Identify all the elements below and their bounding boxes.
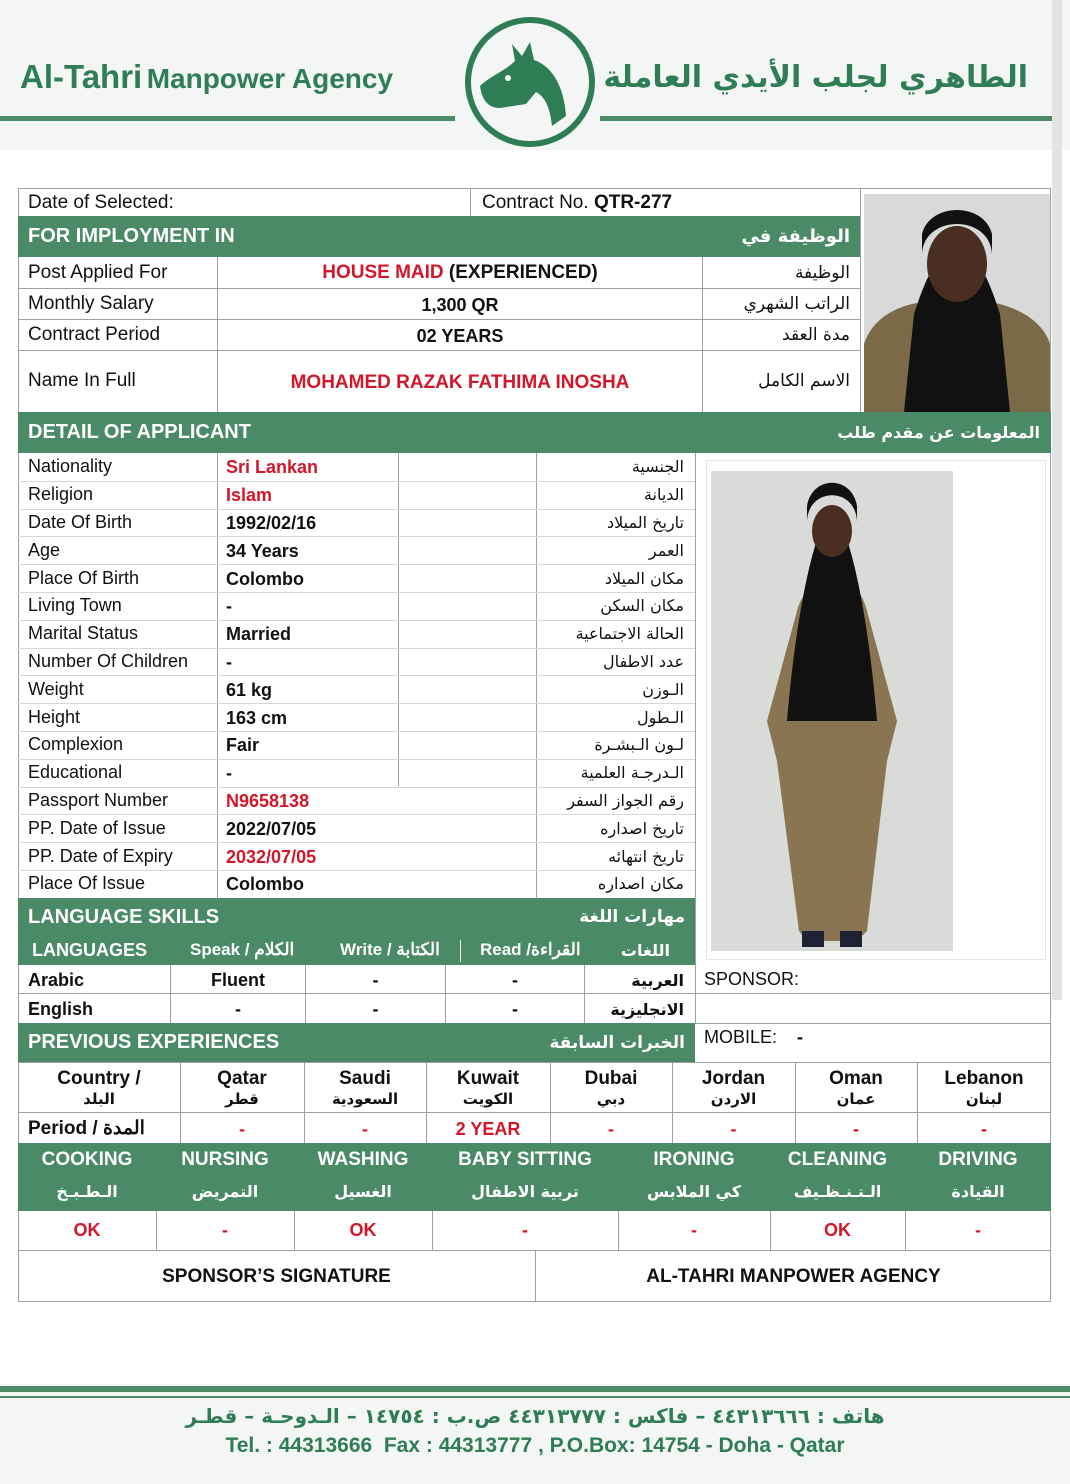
skill-value: OK	[349, 1220, 377, 1240]
country-name-ar: السعودية	[331, 1090, 399, 1109]
salary-label-ar: الراتب الشهري	[743, 293, 850, 314]
country-name-ar: الكويت	[462, 1090, 514, 1109]
employment-section-title-ar: الوظيفة في	[741, 226, 850, 247]
country-period: -	[853, 1118, 859, 1139]
applicant-label: PP. Date of Expiry	[28, 845, 173, 866]
applicant-label: Age	[28, 539, 61, 560]
skill-value: OK	[73, 1220, 101, 1240]
language-speak: -	[235, 998, 241, 1019]
contract-period-label-ar: مدة العقد	[782, 324, 850, 345]
sponsor-label: SPONSOR:	[704, 968, 800, 989]
country-name-en: Dubai	[584, 1067, 638, 1089]
skill-name-en: CLEANING	[787, 1149, 888, 1170]
country-period: -	[362, 1118, 368, 1139]
language-write: -	[372, 969, 379, 990]
agency-signature: AL-TAHRI MANPOWER AGENCY	[646, 1265, 941, 1287]
applicant-value: Colombo	[226, 568, 304, 589]
applicant-label-ar: تاريخ الميلاد	[607, 512, 684, 532]
contract-period-value: 02 YEARS	[416, 326, 504, 346]
experience-country	[672, 1064, 795, 1112]
skill-value: -	[691, 1220, 697, 1240]
experience-section-title-ar: الخبرات السابقة	[549, 1032, 685, 1053]
country-name-ar: قطر	[225, 1090, 259, 1109]
language-write: -	[372, 998, 379, 1019]
horse-logo-icon	[460, 16, 600, 148]
lang-header-languages-ar: اللغات	[620, 940, 670, 960]
country-period: -	[239, 1118, 245, 1139]
applicant-value: Islam	[226, 485, 273, 506]
lang-header-read: Read /القراءة	[480, 940, 581, 959]
applicant-label-ar: رقم الجواز السفر	[567, 790, 684, 810]
applicant-label: Religion	[28, 484, 94, 505]
applicant-label: Complexion	[28, 734, 124, 755]
language-section-title: LANGUAGE SKILLS	[28, 905, 220, 928]
applicant-label-ar: الحالة الاجتماعية	[575, 624, 684, 644]
contract-label: Contract No.	[482, 192, 589, 213]
applicant-label: Date Of Birth	[28, 511, 133, 532]
post-label-ar: الوظيفة	[794, 262, 850, 283]
contract-period-label: Contract Period	[28, 323, 161, 345]
applicant-label: Marital Status	[28, 623, 139, 644]
skill-name-en: IRONING	[653, 1149, 735, 1170]
applicant-value: 163 cm	[226, 707, 288, 728]
country-name-ar: لبنان	[965, 1090, 1003, 1109]
applicant-value: 1992/02/16	[226, 512, 317, 533]
mobile-field	[704, 1023, 803, 1051]
experience-country	[917, 1064, 1051, 1112]
applicant-section-title: DETAIL OF APPLICANT	[28, 421, 251, 443]
date-of-selected	[28, 190, 174, 216]
skill-name-ar: التمريض	[191, 1181, 259, 1201]
applicant-label-ar: مكان السكن	[600, 596, 684, 616]
applicant-portrait-photo	[864, 194, 1050, 412]
applicant-label: Educational	[28, 762, 123, 783]
post-value-red: HOUSE MAID	[322, 261, 444, 283]
footer-arabic: هاتف : ٤٤٣١٣٦٦٦ – فاكس : ٤٤٣١٣٧٧٧ ص.ب : ١٤٧٥٤ – الـدوحـة – قطـر	[185, 1404, 885, 1428]
country-period: -	[608, 1118, 614, 1139]
footer-english: Tel. : 44313666 Fax : 44313777 , P.O.Box: 14754 - Doha - Qatar	[225, 1434, 845, 1457]
full-name-label: Name In Full	[28, 370, 136, 391]
applicant-label: Passport Number	[28, 789, 169, 810]
lang-header-speak: Speak / الكلام	[190, 940, 295, 959]
country-name-en: Oman	[829, 1067, 883, 1089]
experience-country	[180, 1064, 304, 1112]
skill-name-ar: الـتـنـظـيف	[793, 1181, 882, 1201]
applicant-label-ar: الـدرجـة العلمية	[580, 763, 684, 783]
country-header	[18, 1064, 180, 1112]
applicant-value: N9658138	[226, 790, 310, 811]
header-title-part1: Al-Tahri	[20, 58, 143, 95]
sponsor-signature: SPONSOR’S SIGNATURE	[162, 1265, 391, 1287]
full-body-illustration	[707, 461, 1046, 960]
country-name-en: Qatar	[217, 1067, 267, 1089]
skill-name-ar: الغسيل	[334, 1181, 392, 1201]
salary-value: 1,300 QR	[421, 295, 499, 315]
row-divider	[18, 536, 695, 537]
country-period: -	[981, 1118, 987, 1139]
skill-value: OK	[824, 1220, 851, 1240]
applicant-full-photo	[706, 460, 1046, 960]
applicant-value: 61 kg	[226, 679, 273, 700]
experience-country	[795, 1064, 917, 1112]
row-divider	[18, 703, 695, 704]
header	[0, 0, 1070, 150]
post-value-black: (EXPERIENCED)	[443, 261, 598, 283]
applicant-value: -	[226, 596, 232, 617]
country-name-en: Saudi	[339, 1067, 391, 1089]
lang-header-write: Write / الكتابة	[340, 940, 440, 959]
applicant-label: Living Town	[28, 595, 122, 616]
country-period: -	[730, 1118, 737, 1139]
full-name-label-ar: الاسم الكامل	[758, 371, 850, 391]
language-name: English	[28, 998, 94, 1019]
experience-section-title: PREVIOUS EXPERIENCES	[28, 1031, 280, 1053]
country-period: 2 YEAR	[455, 1118, 521, 1139]
contract-number	[482, 190, 672, 216]
skill-value: -	[975, 1220, 981, 1240]
post-value	[218, 257, 702, 288]
country-name-en: Lebanon	[944, 1067, 1024, 1089]
skill-name-en: NURSING	[181, 1149, 269, 1170]
skill-name-en: WASHING	[317, 1149, 409, 1170]
applicant-label-ar: الـطول	[636, 707, 684, 727]
applicant-label-ar: تاريخ انتهائه	[608, 846, 684, 866]
header-line-right	[600, 116, 1055, 121]
post-label: Post Applied For	[28, 261, 168, 283]
applicant-label: Number Of Children	[28, 650, 189, 671]
applicant-value: 2022/07/05	[226, 818, 317, 839]
applicant-label: Place Of Issue	[28, 873, 146, 894]
contract-value: QTR-277	[593, 192, 673, 213]
language-name: Arabic	[28, 969, 85, 990]
applicant-value: 34 Years	[226, 540, 299, 561]
mobile-label: MOBILE:	[704, 1026, 778, 1047]
experience-country	[426, 1064, 550, 1112]
applicant-value: -	[226, 651, 232, 672]
page-right-shadow	[1052, 0, 1062, 1000]
date-label: Date of Selected:	[28, 192, 174, 213]
country-name-ar: دبي	[596, 1090, 626, 1109]
country-label: Country /	[57, 1067, 141, 1089]
country-name-ar: الاردن	[710, 1090, 757, 1109]
applicant-label-ar: مكان اصداره	[597, 874, 684, 894]
applicant-label-ar: تاريخ اصداره	[600, 818, 684, 838]
applicant-label: Weight	[28, 678, 84, 699]
header-title-en	[20, 58, 393, 96]
skill-name-en: BABY SITTING	[458, 1149, 592, 1170]
applicant-label: PP. Date of Issue	[28, 817, 166, 838]
portrait-illustration	[864, 194, 1050, 412]
experience-country	[304, 1064, 426, 1112]
row-divider	[18, 675, 695, 676]
lang-header-languages: LANGUAGES	[32, 939, 148, 960]
applicant-value: Fair	[226, 735, 260, 756]
applicant-value: Sri Lankan	[226, 457, 319, 478]
skill-name-en: COOKING	[41, 1149, 133, 1170]
applicant-label-ar: الديانة	[643, 485, 684, 505]
language-name-ar: العربية	[631, 970, 684, 990]
applicant-section-title-ar: المعلومات عن مقدم طلب	[837, 423, 1040, 442]
country-name-en: Kuwait	[456, 1067, 520, 1089]
skill-name-ar: تربية الاطفال	[471, 1181, 579, 1201]
applicant-label-ar: الجنسية	[631, 457, 684, 477]
language-read: -	[512, 998, 518, 1019]
applicant-label-ar: الـوزن	[642, 679, 684, 699]
sponsor-field	[704, 965, 799, 993]
skill-value: -	[222, 1220, 228, 1240]
skill-value: -	[522, 1220, 528, 1240]
applicant-label: Place Of Birth	[28, 567, 140, 588]
country-name-en: Jordan	[701, 1067, 766, 1089]
applicant-label-ar: عدد الاطفال	[602, 651, 684, 671]
footer-line	[0, 1386, 1070, 1392]
header-title-part2: Manpower Agency	[146, 63, 394, 94]
applicant-value: Married	[226, 624, 292, 645]
skill-name-ar: كي الملابس	[646, 1181, 742, 1201]
experience-country	[550, 1064, 672, 1112]
header-title-ar: الطاهري لجلب الأيدي العاملة	[603, 60, 1028, 95]
employment-section-title: FOR IMPLOYMENT IN	[28, 225, 235, 247]
applicant-value: Colombo	[226, 874, 304, 895]
full-name-value: MOHAMED RAZAK FATHIMA INOSHA	[290, 372, 630, 393]
footer-line-thin	[0, 1396, 1070, 1398]
language-read: -	[512, 969, 518, 990]
applicant-value: -	[226, 763, 232, 784]
applicant-value: 2032/07/05	[226, 846, 317, 867]
country-name-ar: عمان	[836, 1090, 876, 1109]
salary-label: Monthly Salary	[28, 292, 154, 314]
skill-name-ar: القيادة	[951, 1181, 1005, 1201]
period-label: Period / المدة	[28, 1117, 145, 1139]
applicant-label-ar: مكان الميلاد	[604, 568, 684, 588]
language-speak: Fluent	[211, 969, 265, 990]
country-label-ar: البلد	[83, 1090, 115, 1109]
language-section-title-ar: مهارات اللغة	[579, 907, 685, 927]
language-name-ar: الانجليزية	[610, 999, 684, 1019]
skill-name-en: DRIVING	[938, 1149, 1018, 1170]
applicant-label-ar: العمر	[648, 540, 684, 560]
mobile-value: -	[797, 1026, 804, 1047]
applicant-label: Nationality	[28, 456, 113, 477]
row-divider	[18, 481, 695, 482]
skill-name-ar: الـطـبـخ	[56, 1181, 118, 1201]
applicant-label-ar: لـون الـبشـرة	[594, 735, 684, 755]
applicant-label: Height	[28, 706, 81, 727]
header-line-left	[0, 116, 455, 121]
